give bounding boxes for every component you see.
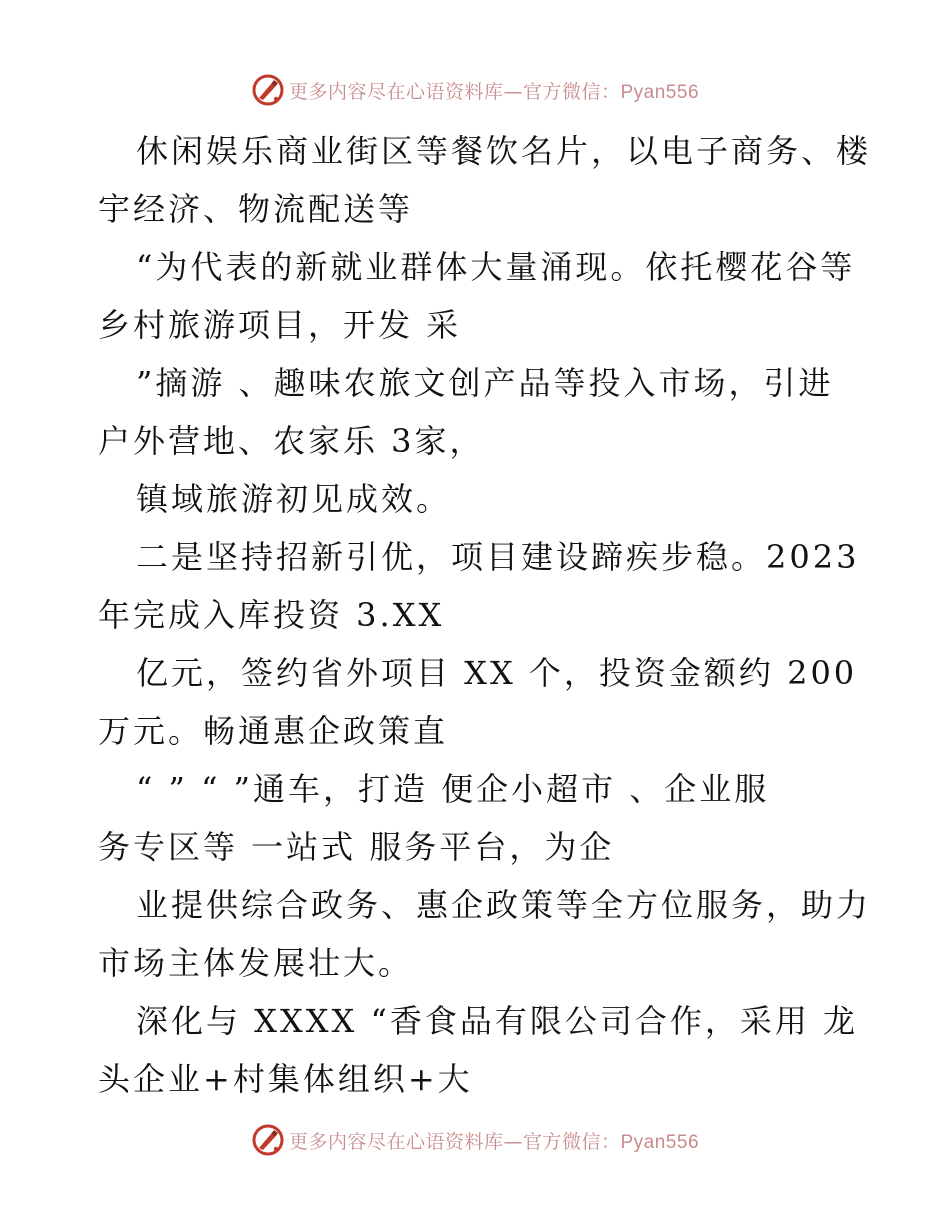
text-line: 市场主体发展壮大。 [98,944,414,982]
text-line: 乡村旅游项目，开发 采 [98,306,462,344]
pen-logo-icon [251,1123,285,1157]
text-line: 亿元，签约省外项目 XX 个，投资金额约 200 [136,654,858,692]
watermark-text: 更多内容尽在心语资料库—官方微信： [288,1130,621,1153]
header-watermark [0,70,950,110]
text-line: ”摘游 、趣味农旅文创产品等投入市场，引进 [136,364,834,402]
text-line: 户外营地、农家乐 3家， [98,422,485,460]
text-line: 万元。畅通惠企政策直 [98,712,449,750]
text-line: “为代表的新就业群体大量涌现。依托樱花谷等 [136,248,856,286]
watermark-wechat-id: Pyan556 [620,81,700,103]
text-line: 业提供综合政务、惠企政策等全方位服务，助力 [136,886,872,924]
text-line: 深化与 XXXX “香食品有限公司合作，采用 龙 [136,1002,859,1040]
watermark-wechat-id: Pyan556 [620,1131,700,1153]
text-line: 年完成入库投资 3.XX [98,596,445,634]
text-line: “ ” “ ”通车，打造 便企小超市 、企业服 [136,770,770,808]
pen-logo-icon [251,73,285,107]
text-line: 二是坚持招新引优，项目建设蹄疾步稳。2023 [136,538,860,576]
watermark-text: 更多内容尽在心语资料库—官方微信： [288,80,621,103]
document-body [98,122,872,1108]
text-line: 头企业+村集体组织+大 [98,1060,473,1098]
text-line: 务专区等 一站式 服务平台，为企 [98,828,615,866]
footer-watermark [0,1120,950,1160]
text-line: 宇经济、物流配送等 [98,190,414,228]
text-line: 休闲娱乐商业街区等餐饮名片，以电子商务、楼 [136,132,872,170]
text-line: 镇域旅游初见成效。 [136,480,452,518]
